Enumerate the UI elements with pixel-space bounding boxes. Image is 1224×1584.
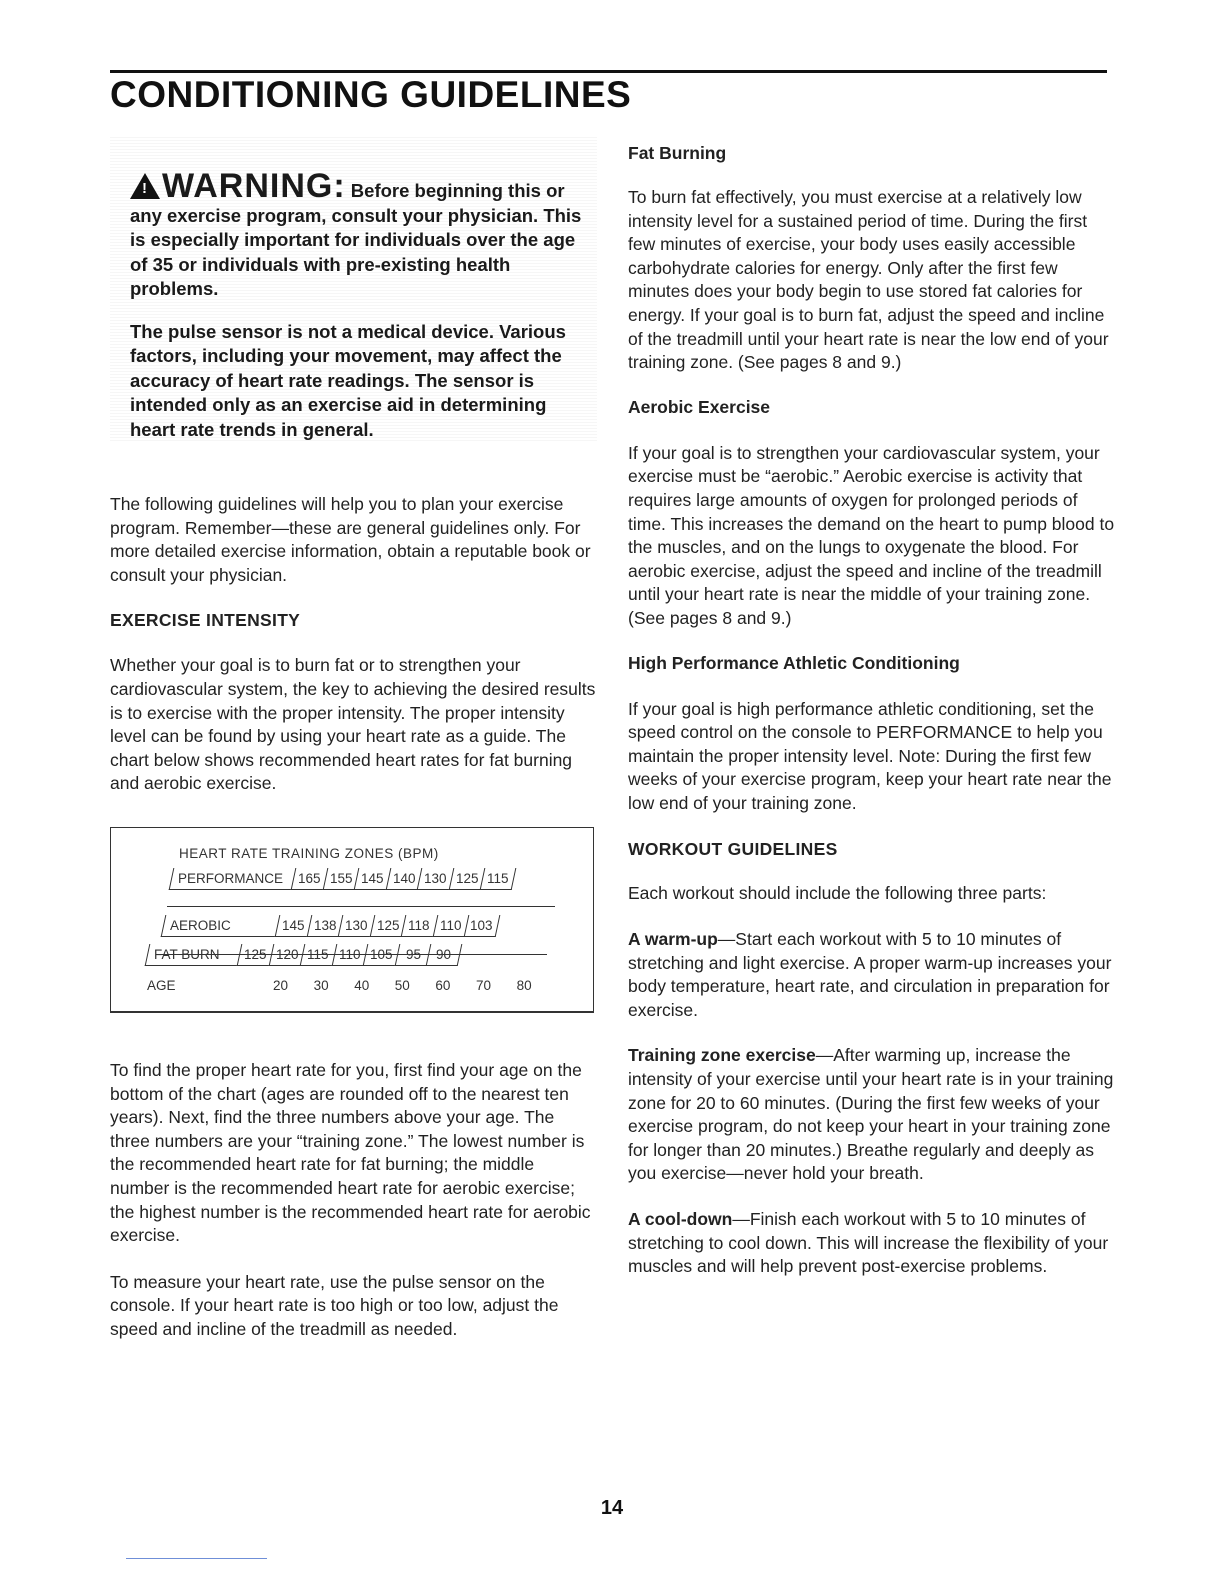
aerobic-heading: Aerobic Exercise bbox=[628, 396, 771, 417]
heart-rate-value: 110 bbox=[432, 915, 468, 937]
find-rate-paragraph: To find the proper heart rate for you, first find your age on the bottom of the chart (ages are rounded off to the nearest ten years). Next, find the three numbers above your age. The three numbers are your “training zone.” The lowest number is the recommended heart rate for fat burning; the middle number is the recommended heart rate for aerobic exercise; the highest number is the recommended heart rate for aerobic exercise. bbox=[110, 1059, 591, 1246]
warm-up-lead: A warm-up bbox=[628, 929, 718, 950]
heart-rate-value: 110 bbox=[331, 944, 367, 966]
heart-rate-value: 95 bbox=[394, 944, 430, 966]
series-label: FAT BURN bbox=[145, 944, 242, 966]
warning-paragraph bbox=[130, 167, 583, 302]
heart-rate-value: 130 bbox=[338, 915, 374, 937]
age-tick: 50 bbox=[394, 977, 410, 993]
heart-rate-value: 115 bbox=[300, 944, 336, 966]
warm-up-paragraph bbox=[628, 928, 1118, 1022]
page-number: 14 bbox=[600, 1497, 624, 1519]
performance-heading: High Performance Athletic Conditioning bbox=[628, 652, 960, 673]
pulse-sensor-warning: The pulse sensor is not a medical device. Various factors, including your movement, may affect the accuracy of heart rate readings. The sensor is intended only as an exercise aid in determining heart rate trends in general. bbox=[130, 320, 566, 440]
series-label: AEROBIC bbox=[161, 915, 280, 937]
row-divider bbox=[167, 906, 555, 907]
heart-rate-value: 125 bbox=[448, 868, 484, 890]
training-zone-lead: Training zone exercise bbox=[628, 1045, 816, 1066]
heart-rate-value: 155 bbox=[322, 868, 358, 890]
heart-rate-chart bbox=[110, 827, 594, 1013]
training-zone-paragraph bbox=[628, 1044, 1118, 1186]
measure-paragraph: To measure your heart rate, use the pulse sensor on the console. If your heart rate is too high or too low, adjust the speed and incline of the treadmill as needed. bbox=[110, 1271, 559, 1339]
heart-rate-value: 125 bbox=[369, 915, 405, 937]
age-tick: 20 bbox=[273, 977, 289, 993]
workout-guidelines-heading: WORKOUT GUIDELINES bbox=[628, 839, 838, 860]
heart-rate-value: 138 bbox=[306, 915, 342, 937]
heart-rate-value: 145 bbox=[275, 915, 311, 937]
title-rule bbox=[110, 70, 1107, 73]
aerobic-row bbox=[163, 915, 498, 937]
footer-line bbox=[126, 1558, 267, 1559]
heart-rate-value: 120 bbox=[268, 944, 304, 966]
warm-up-text: —Start each workout with 5 to 10 minutes of stretching and light exercise. A proper warm-up increases your body temperature, heart rate, and circulation in preparation for exercise. bbox=[628, 929, 1112, 1020]
heart-rate-value: 115 bbox=[480, 868, 516, 890]
performance-row bbox=[171, 868, 514, 890]
page-title: CONDITIONING GUIDELINES bbox=[110, 74, 632, 115]
fat-burning-heading: Fat Burning bbox=[628, 143, 727, 163]
chart-title: HEART RATE TRAINING ZONES (BPM) bbox=[179, 845, 439, 861]
age-tick: 70 bbox=[475, 977, 491, 993]
warning-lead-text: Before beginning this or any exercise program, consult your physician. This is especially important for individuals over the age of 35 or individuals with pre-existing health problems. bbox=[130, 180, 582, 299]
warning-heading: WARNING: bbox=[162, 167, 346, 205]
cool-down-text: —Finish each workout with 5 to 10 minutes of stretching to cool down. This will increase the flexibility of your muscles and will help prevent post-exercise problems. bbox=[628, 1209, 1109, 1277]
age-tick: 60 bbox=[435, 977, 451, 993]
age-tick: 40 bbox=[354, 977, 370, 993]
fat-burning-paragraph: To burn fat effectively, you must exercise at a relatively low intensity level for a sustained period of time. During the first few minutes of exercise, your body uses easily accessible carbohydrate calories for energy. Only after the first few minutes does your body begin to use stored fat calories for energy. If your goal is to burn fat, adjust the speed and incline of the treadmill until your heart rate is near the low end of your training zone. (See pages 8 and 9.) bbox=[628, 187, 1109, 373]
cool-down-paragraph bbox=[628, 1208, 1118, 1279]
age-axis bbox=[273, 978, 557, 993]
heart-rate-value: 90 bbox=[426, 944, 462, 966]
heart-rate-value: 165 bbox=[291, 868, 327, 890]
heart-rate-value: 145 bbox=[354, 868, 390, 890]
performance-paragraph: If your goal is high performance athletic conditioning, set the speed control on the console to PERFORMANCE to help you maintain the proper intensity level. Note: During the first few weeks of your exercise program, keep your heart rate near the low end of your training zone. bbox=[628, 698, 1112, 813]
right-column bbox=[628, 135, 1118, 1279]
heart-rate-value: 103 bbox=[464, 915, 500, 937]
heart-rate-value: 125 bbox=[237, 944, 273, 966]
fat-burn-row bbox=[147, 944, 460, 966]
intro-paragraph: The following guidelines will help you to plan your exercise program. Remember—these are general guidelines only. For more detailed exercise information, obtain a reputable book or consult your physician. bbox=[110, 494, 591, 585]
intensity-paragraph: Whether your goal is to burn fat or to strengthen your cardiovascular system, the key to achieving the desired results is to exercise with the proper intensity. The proper intensity level can be found by using your heart rate as a guide. The chart below shows recommended heart rates for fat burning and aerobic exercise. bbox=[110, 655, 596, 794]
aerobic-paragraph: If your goal is to strengthen your cardiovascular system, your exercise must be “aerobic.” Aerobic exercise is activity that requires large amounts of oxygen for prolonged periods of time. This increases the demand on the heart to pump blood to the muscles, and on the lungs to oxygenate the blood. For aerobic exercise, adjust the speed and incline of the treadmill until your heart rate is near the middle of your training zone. (See pages 8 and 9.) bbox=[628, 442, 1115, 628]
heart-rate-value: 118 bbox=[401, 915, 437, 937]
exercise-intensity-heading: EXERCISE INTENSITY bbox=[110, 610, 301, 631]
heart-rate-value: 140 bbox=[385, 868, 421, 890]
warning-box bbox=[110, 135, 597, 441]
age-tick: 80 bbox=[516, 977, 532, 993]
cool-down-lead: A cool-down bbox=[628, 1209, 733, 1229]
series-label: PERFORMANCE bbox=[169, 868, 296, 890]
age-label: AGE bbox=[147, 977, 176, 993]
heart-rate-value: 130 bbox=[417, 868, 453, 890]
training-zone-text: —After warming up, increase the intensity of your exercise until your heart rate is in your training zone for 20 to 60 minutes. (During the first few weeks of your exercise program, do not keep your heart in your training zone for longer than 20 minutes.) Breathe regularly and deeply as you exercise—never hold your breath. bbox=[628, 1045, 1114, 1184]
heart-rate-value: 105 bbox=[363, 944, 399, 966]
age-tick: 30 bbox=[313, 977, 329, 993]
warning-triangle-icon: ! bbox=[130, 173, 160, 199]
workout-intro: Each workout should include the following three parts: bbox=[628, 883, 1047, 904]
left-column bbox=[110, 135, 597, 1341]
